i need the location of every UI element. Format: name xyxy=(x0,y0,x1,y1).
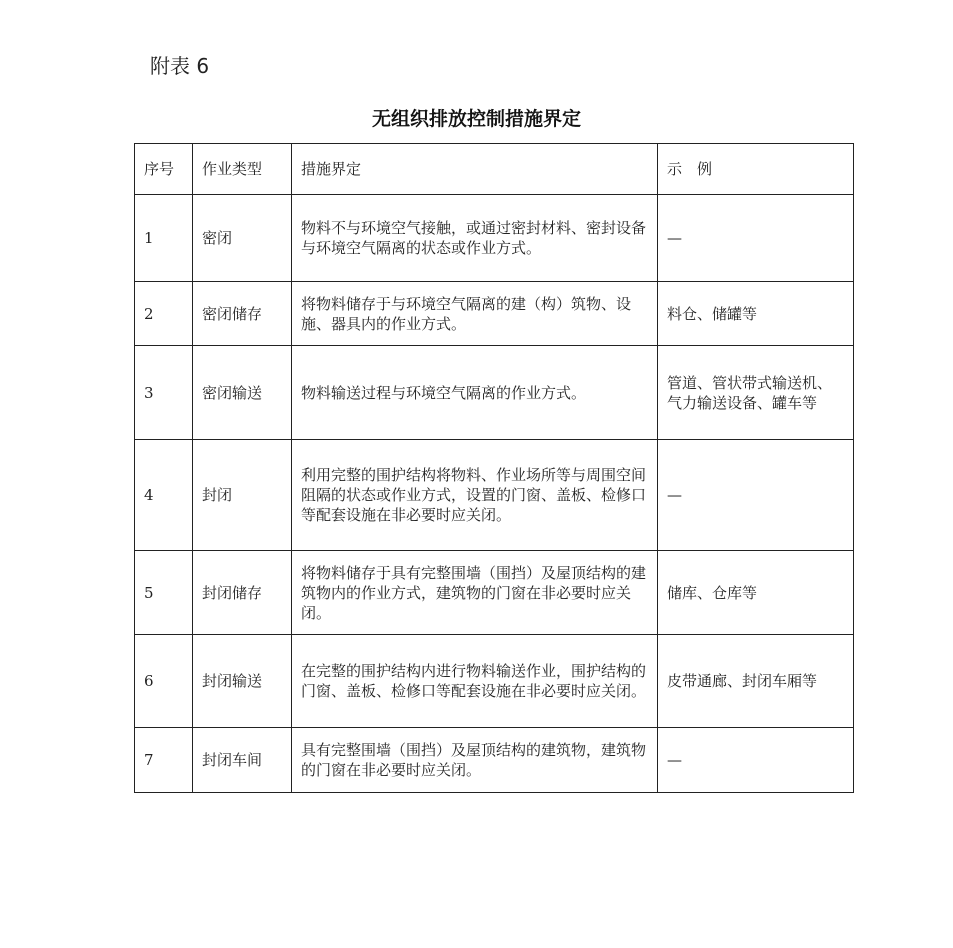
row-number: 7 xyxy=(135,728,193,793)
row-definition: 具有完整围墙（围挡）及屋顶结构的建筑物，建筑物的门窗在非必要时应关闭。 xyxy=(292,728,658,793)
row-type: 封闭车间 xyxy=(193,728,292,793)
column-header-example: 示 例 xyxy=(658,144,854,195)
table-header-row xyxy=(135,144,854,195)
row-definition: 在完整的围护结构内进行物料输送作业，围护结构的门窗、盖板、检修口等配套设施在非必要时应关闭。 xyxy=(292,635,658,728)
row-number: 4 xyxy=(135,440,193,551)
row-number: 6 xyxy=(135,635,193,728)
row-type: 封闭储存 xyxy=(193,551,292,635)
row-definition: 利用完整的围护结构将物料、作业场所等与周围空间阻隔的状态或作业方式，设置的门窗、盖板、检修口等配套设施在非必要时应关闭。 xyxy=(292,440,658,551)
row-definition: 将物料储存于具有完整围墙（围挡）及屋顶结构的建筑物内的作业方式，建筑物的门窗在非必要时应关闭。 xyxy=(292,551,658,635)
table-row xyxy=(135,635,854,728)
row-definition: 将物料储存于与环境空气隔离的建（构）筑物、设施、器具内的作业方式。 xyxy=(292,282,658,346)
row-example: 储库、仓库等 xyxy=(658,551,854,635)
measures-table xyxy=(134,143,854,793)
row-definition: 物料不与环境空气接触，或通过密封材料、密封设备与环境空气隔离的状态或作业方式。 xyxy=(292,195,658,282)
column-header-type: 作业类型 xyxy=(193,144,292,195)
column-header-no: 序号 xyxy=(135,144,193,195)
row-example: — xyxy=(658,728,854,793)
column-header-definition: 措施界定 xyxy=(292,144,658,195)
row-number: 1 xyxy=(135,195,193,282)
row-type: 封闭 xyxy=(193,440,292,551)
row-type: 密闭储存 xyxy=(193,282,292,346)
row-example: — xyxy=(658,195,854,282)
row-type: 封闭输送 xyxy=(193,635,292,728)
document-title: 无组织排放控制措施界定 xyxy=(371,108,581,130)
row-type: 密闭输送 xyxy=(193,346,292,440)
table-row xyxy=(135,346,854,440)
row-example: 管道、管状带式输送机、气力输送设备、罐车等 xyxy=(658,346,854,440)
table-row xyxy=(135,440,854,551)
row-number: 2 xyxy=(135,282,193,346)
table-row xyxy=(135,728,854,793)
row-number: 3 xyxy=(135,346,193,440)
row-example: — xyxy=(658,440,854,551)
attachment-label: 附表 6 xyxy=(150,54,210,78)
row-definition: 物料输送过程与环境空气隔离的作业方式。 xyxy=(292,346,658,440)
table-row xyxy=(135,195,854,282)
table-row xyxy=(135,551,854,635)
table-row xyxy=(135,282,854,346)
row-number: 5 xyxy=(135,551,193,635)
row-type: 密闭 xyxy=(193,195,292,282)
row-example: 料仓、储罐等 xyxy=(658,282,854,346)
row-example: 皮带通廊、封闭车厢等 xyxy=(658,635,854,728)
